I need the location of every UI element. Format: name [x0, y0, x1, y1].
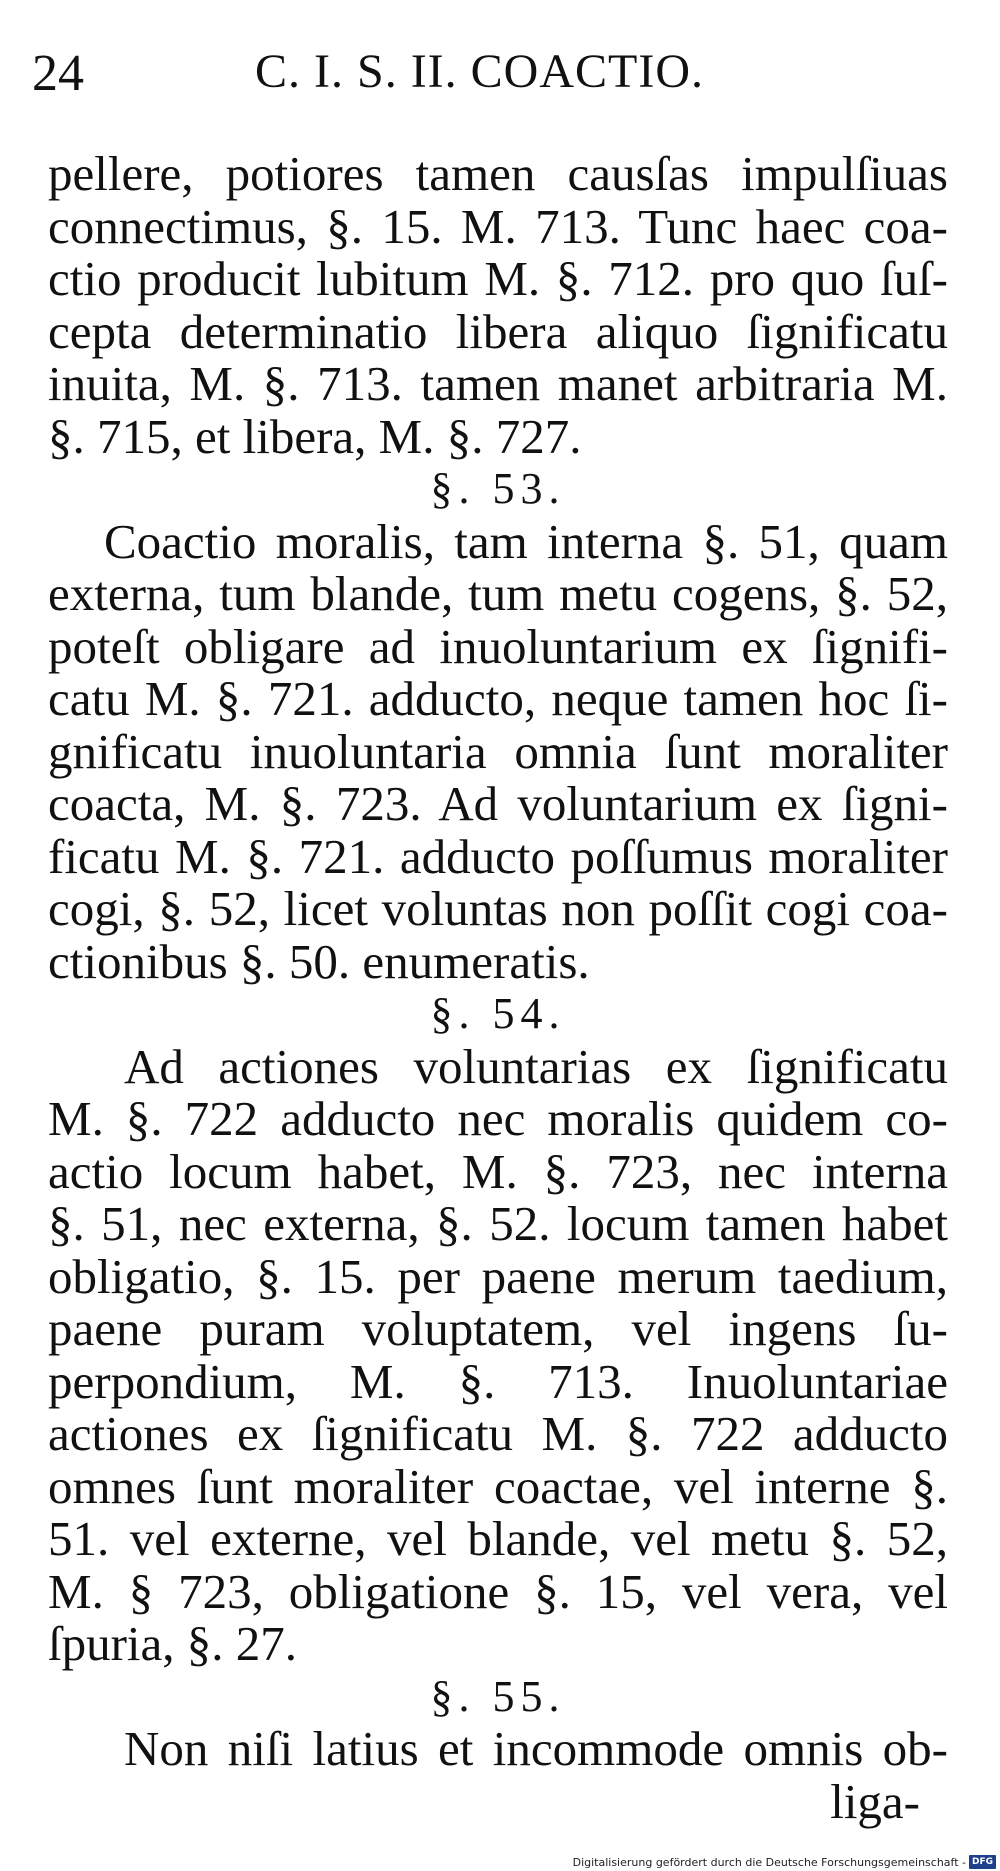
section-heading-55: §. 55.	[430, 1671, 566, 1721]
credit-text: Digitalisierung gefördert durch die Deutsche Forschungsgemeinschaft -	[572, 1855, 966, 1869]
text-line: actio locum habet, M. §. 723, nec interna	[48, 1143, 948, 1199]
text-line: Ad actiones voluntarias ex ſignificatu	[124, 1038, 948, 1094]
section-heading-53: §. 53.	[430, 464, 566, 513]
text-line: connectimus, §. 15. M. 713. Tunc haec coa-	[48, 198, 948, 254]
text-line: perpondium, M. §. 713. Inuoluntariae	[48, 1353, 948, 1409]
text-line: §. 715, et libera, M. §. 727.	[48, 408, 582, 464]
text-line: 51. vel externe, vel blande, vel metu §. 52,	[48, 1511, 948, 1566]
text-line: M. §. 722 adducto nec moralis quidem co-	[48, 1091, 948, 1146]
catchword: liga-	[830, 1773, 920, 1829]
text-line: ficatu M. §. 721. adducto poſſumus moraliter	[48, 828, 948, 884]
text-line: actiones ex ſignificatu M. §. 722 adducto	[48, 1406, 948, 1461]
page-number: 24	[32, 45, 84, 102]
text-line: §. 51, nec externa, §. 52. locum tamen habet	[48, 1196, 948, 1251]
digitization-credit	[573, 1855, 996, 1869]
text-line: omnes ſunt moraliter coactae, vel interne §.	[48, 1458, 948, 1514]
text-line: Non niſi latius et incommode omnis ob-	[124, 1721, 948, 1776]
text-line: ctionibus §. 50. enumeratis.	[48, 933, 590, 989]
text-line: inuita, M. §. 713. tamen manet arbitraria M.	[48, 356, 948, 411]
page-header	[0, 42, 1000, 112]
text-line: ctio producit lubitum M. §. 712. pro quo ſuſ-	[48, 251, 948, 306]
text-line: ſpuria, §. 27.	[48, 1616, 298, 1671]
text-line: coacta, M. §. 723. Ad voluntarium ex ſigni-	[48, 776, 948, 831]
text-line: paene puram voluptatem, vel ingens ſu-	[48, 1301, 948, 1356]
section-heading-54: §. 54.	[430, 989, 566, 1038]
text-line: M. § 723, obligatione §. 15, vel vera, vel	[48, 1563, 948, 1619]
text-line: externa, tum blande, tum metu cogens, §. 52,	[48, 566, 948, 621]
text-line: cepta determinatio libera aliquo ſignificatu	[48, 303, 948, 359]
text-line: poteſt obligare ad inuoluntarium ex ſignifi-	[48, 618, 948, 674]
dfg-logo: DFG	[969, 1855, 996, 1869]
text-line: Coactio moralis, tam interna §. 51, quam	[104, 513, 948, 569]
text-line: catu M. §. 721. adducto, neque tamen hoc ſi-	[48, 671, 948, 726]
text-line: cogi, §. 52, licet voluntas non poſſit cogi coa-	[48, 881, 948, 936]
running-title: C. I. S. II. COACTIO.	[255, 45, 704, 98]
text-line: pellere, potiores tamen causſas impulſiuas	[48, 146, 948, 201]
body-text	[48, 148, 948, 1828]
text-line: obligatio, §. 15. per paene merum taedium,	[48, 1248, 948, 1304]
text-line: gnificatu inuoluntaria omnia ſunt moraliter	[48, 723, 948, 779]
